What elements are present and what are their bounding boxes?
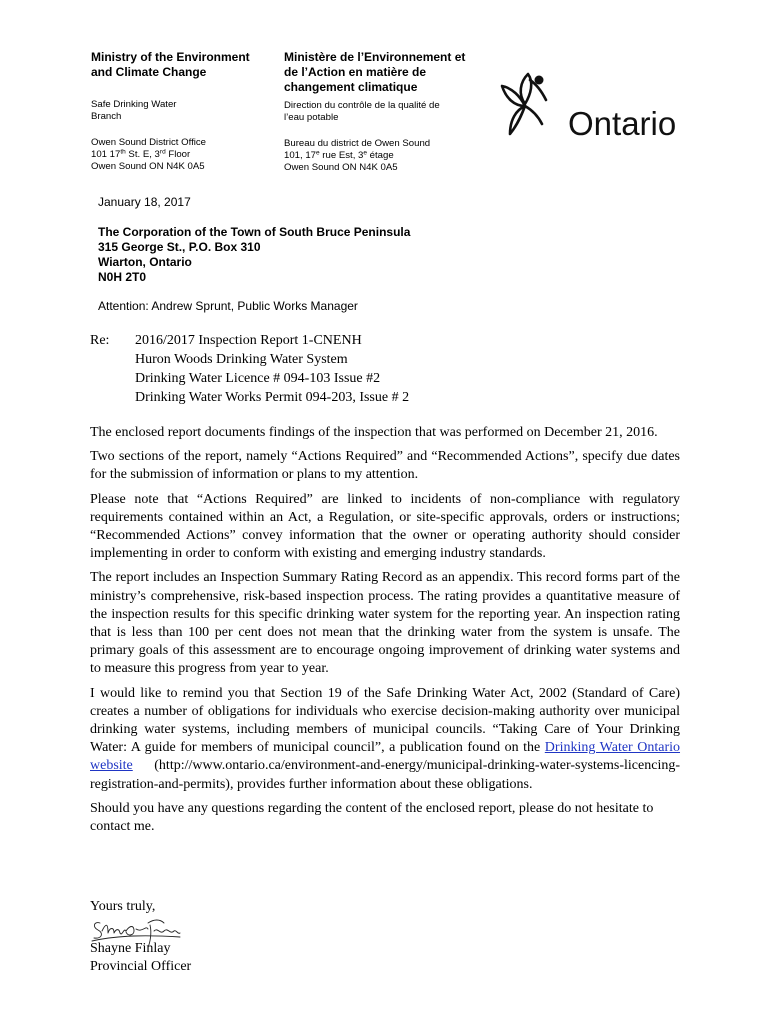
closing: Yours truly, [90, 899, 156, 914]
body-paragraph: Please note that “Actions Required” are linked to incidents of non-compliance with regulatory requirements contained within an Act, a Regulation, or site-specific approvals, orders or instructions; “Recommended Actions” convey information that the owner or operating authority should consider implementing in order to conform with existing and emerging industry standards. [90, 491, 680, 562]
subject-lines: 2016/2017 Inspection Report 1-CNENH Huron Woods Drinking Water System Drinking Water Licence # 094-103 Issue #2 Drinking Water Works Permit 094-203, Issue # 2 [135, 333, 410, 405]
body-paragraph: The enclosed report documents findings of the inspection that was performed on December 21, 2016. [90, 425, 658, 440]
ontario-logo [498, 68, 698, 140]
ministry-name-fr: Ministère de l’Environnement et de l’Action en matière de changement climatique [284, 50, 466, 94]
drinking-water-ontario-link[interactable]: Drinking Water Ontario website [90, 740, 681, 774]
header-english [91, 50, 276, 173]
signer-title: Provincial Officer [90, 959, 192, 974]
recipient-address: The Corporation of the Town of South Bruce Peninsula 315 George St., P.O. Box 310 Wiarton, Ontario N0H 2T0 [98, 225, 411, 284]
office-address-en: Owen Sound District Office 101 17th St. E, 3rd Floor Owen Sound ON N4K 0A5 [91, 137, 206, 172]
letter-body [90, 424, 680, 842]
body-paragraph: I would like to remind you that Section 19 of the Safe Drinking Water Act, 2002 (Standard of Care) creates a number of obligations for individuals who exercise decision-making authority over municipal drinking water systems, including members of municipal councils. “Taking Care of Your Drinking Water: A guide for members of municipal council”, a publication found on the Drinking Water Ontario website (http://www.ontario.ca/environment-and-energy/municipal-drinking-water-systems-licencing-registration-and-permits), provides further information about these obligations. [90, 685, 681, 792]
signer-block [90, 940, 191, 976]
body-paragraph: Should you have any questions regarding the content of the enclosed report, please do not hesitate to contact me. [90, 800, 654, 835]
body-paragraph: Two sections of the report, namely “Actions Required” and “Recommended Actions”, specify due dates for the submission of information or plans to my attention. [90, 449, 680, 483]
ministry-name-en: Ministry of the Environment and Climate Change [91, 50, 250, 79]
trillium-icon [498, 68, 698, 140]
letter-date: January 18, 2017 [98, 195, 191, 209]
attention-line: Attention: Andrew Sprunt, Public Works Manager [98, 299, 358, 313]
header-french [284, 50, 484, 174]
office-address-fr: Bureau du district de Owen Sound 101, 17e rue Est, 3e étage Owen Sound ON N4K 0A5 [284, 138, 431, 173]
signer-name: Shayne Finlay [90, 941, 171, 956]
branch-name-fr: Direction du contrôle de la qualité de l’eau potable [284, 100, 440, 123]
subject-label: Re: [90, 333, 110, 348]
body-paragraph: The report includes an Inspection Summary Rating Record as an appendix. This record forms part of the ministry’s comprehensive, risk-based inspection process. The rating provides a quantitative measure of the inspection results for this specific drinking water system for the reporting year. An inspection rating that is less than 100 per cent does not mean that the drinking water from the system is unsafe. The primary goals of this assessment are to encourage ongoing improvement of drinking water systems and to measure this progress from year to year. [90, 570, 680, 677]
branch-name-en: Safe Drinking Water Branch [91, 99, 177, 122]
ontario-wordmark: Ontario [568, 105, 677, 140]
